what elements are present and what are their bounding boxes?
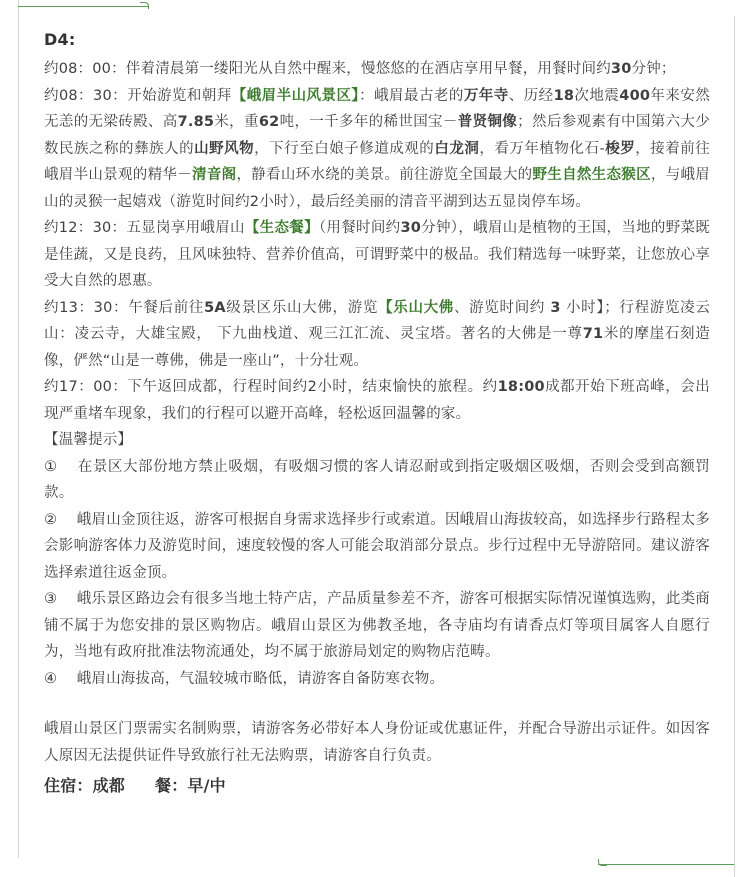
schedule-1230-lunch: [44, 215, 710, 295]
text: 成都开始下班高峰，会出现严重堵车现象，我们的行程可以避开高峰，轻松返回温馨的家。: [44, 379, 710, 422]
text: ，下行至白娘子修道成观的: [254, 140, 435, 157]
highlight-text: 清音阁: [191, 167, 237, 183]
text: ，与峨眉山的灵猴一起嬉戏（游览时间约2小时），最后经美丽的清音平湖到达五显岗停车场。: [44, 167, 710, 210]
tip-item-3: ③ 峨乐景区路边会有很多当地土特产店，产品质量参差不齐，游客可根据实际情况谨慎选购，此类商铺不属于为您安排的景区购物店。峨眉山景区为佛教圣地，各寺庙均有请香点灯等项目属客人自愿行为，当地有政府批准法物流通处，均不属于旅游局划定的购物店范畴。: [44, 591, 710, 660]
text: 约12：30：五显岗享用峨眉山: [44, 220, 245, 236]
text: ，接着前往峨眉半山景观的精华－: [44, 140, 710, 183]
text: 、游览时间约: [454, 299, 551, 316]
highlight-text: 野生自然生态猴区: [532, 167, 651, 183]
text: ：峨眉最古老的: [359, 87, 464, 104]
frame-bottom-accent: [598, 864, 734, 865]
schedule-0800-breakfast: [44, 56, 710, 83]
bold-text: 18: [553, 87, 575, 104]
frame-top-hook: [140, 2, 149, 9]
tips-heading: 【温馨提示】: [44, 432, 133, 448]
schedule-0830-emei: [44, 83, 710, 216]
tip-item-2: ② 峨眉山金顶往返，游客可根据自身需求选择步行或索道。因峨眉山海拔较高，如选择步行路程太多会影响游客体力及游览时间，速度较慢的客人可能会取消部分景点。步行过程中无导游陪同。建议游客选择索道往返金顶。: [44, 511, 710, 581]
bold-text: 62: [258, 114, 280, 130]
text: 次地震: [574, 87, 620, 104]
highlight-text: 【乐山大佛: [378, 299, 454, 316]
bold-text: 71: [582, 326, 604, 342]
text: 、历经: [508, 87, 554, 104]
text: 米的摩崖石刻造像，俨然“山是一尊佛，佛是一座山”，十分壮观。: [44, 326, 710, 369]
bold-text: 普贤铜像: [457, 114, 518, 130]
lodging-label: 住宿：成都: [44, 776, 126, 795]
lodging-meals-line: [44, 773, 710, 800]
text: ；然后参观素有中国第六大少数民族之称的彝族人的: [44, 114, 710, 157]
text: 年来安然无恙的无梁砖殿、高: [44, 87, 710, 130]
highlight-text: 【生态餐】: [244, 220, 319, 236]
tip-item-4: ④ 峨眉山海拔高，气温较城市略低，请游客自备防寒衣物。: [44, 670, 445, 687]
itinerary-content: [44, 28, 710, 800]
bold-text: 400: [619, 87, 651, 104]
bold-text: 山野风物: [194, 140, 255, 157]
text: （用餐时间约: [318, 220, 401, 236]
bold-text: 18:00: [497, 379, 545, 395]
spacer: [44, 692, 710, 716]
schedule-1330-leshan: [44, 295, 710, 375]
frame-right-line: [734, 16, 735, 877]
bold-text: 3: [550, 299, 561, 316]
text: 约08：30：开始游览和朝拜: [44, 87, 232, 104]
frame-bottom-hook: [598, 859, 607, 866]
highlight-text: 【峨眉半山风景区】: [231, 87, 360, 104]
day-title: D4:: [44, 30, 76, 49]
text: 米，重: [214, 114, 259, 130]
bold-text: 30: [400, 220, 422, 236]
text: 分钟；: [631, 61, 676, 77]
bold-text: 30: [610, 61, 632, 77]
text: ，静看山环水绕的美景。前往游览全国最大的: [236, 167, 533, 183]
text: ，看万年植物化石-: [479, 140, 605, 157]
bold-text: 白龙洞: [434, 140, 480, 157]
text: 吨，一千多年的稀世国宝－: [279, 114, 458, 130]
bold-text: 梭罗: [604, 140, 636, 157]
bold-text: 5A: [204, 299, 226, 316]
frame-left-line: [18, 0, 19, 858]
text: 约08：00：伴着清晨第一缕阳光从自然中醒来，慢悠悠的在酒店享用早餐，用餐时间约: [44, 61, 611, 77]
text: 约13：30：午餐后前往: [44, 299, 205, 316]
bold-text: 7.85: [177, 114, 215, 130]
text: 分钟），峨眉山是植物的王国，当地的野菜既是佳蔬，又是良药，且风味独特、营养价值高，可谓野菜中的极品。我们精选每一味野菜，让您放心享受大自然的恩惠。: [44, 220, 711, 289]
tip-item-1: ① 在景区大部份地方禁止吸烟，有吸烟习惯的客人请忍耐或到指定吸烟区吸烟，否则会受到高额罚款。: [44, 458, 710, 501]
frame-top-accent: [18, 6, 148, 7]
ticket-notice: 峨眉山景区门票需实名制购票，请游客务必带好本人身份证或优惠证件，并配合导游出示证件。如因客人原因无法提供证件导致旅行社无法购票，请游客自行负责。: [44, 721, 710, 764]
text: 级景区乐山大佛，游览: [225, 299, 379, 316]
text: 小时】；行程游览凌云山：凌云寺，大雄宝殿， 下九曲栈道、观三江汇流、灵宝塔。著名的大佛是一尊: [44, 299, 711, 342]
schedule-1700-return: [44, 374, 710, 427]
text: 约17：00：下午返回成都，行程时间约2小时，结束愉快的旅程。约: [44, 379, 498, 395]
meals-label: 餐：早/中: [155, 776, 226, 795]
bold-text: 万年寺: [463, 87, 509, 104]
